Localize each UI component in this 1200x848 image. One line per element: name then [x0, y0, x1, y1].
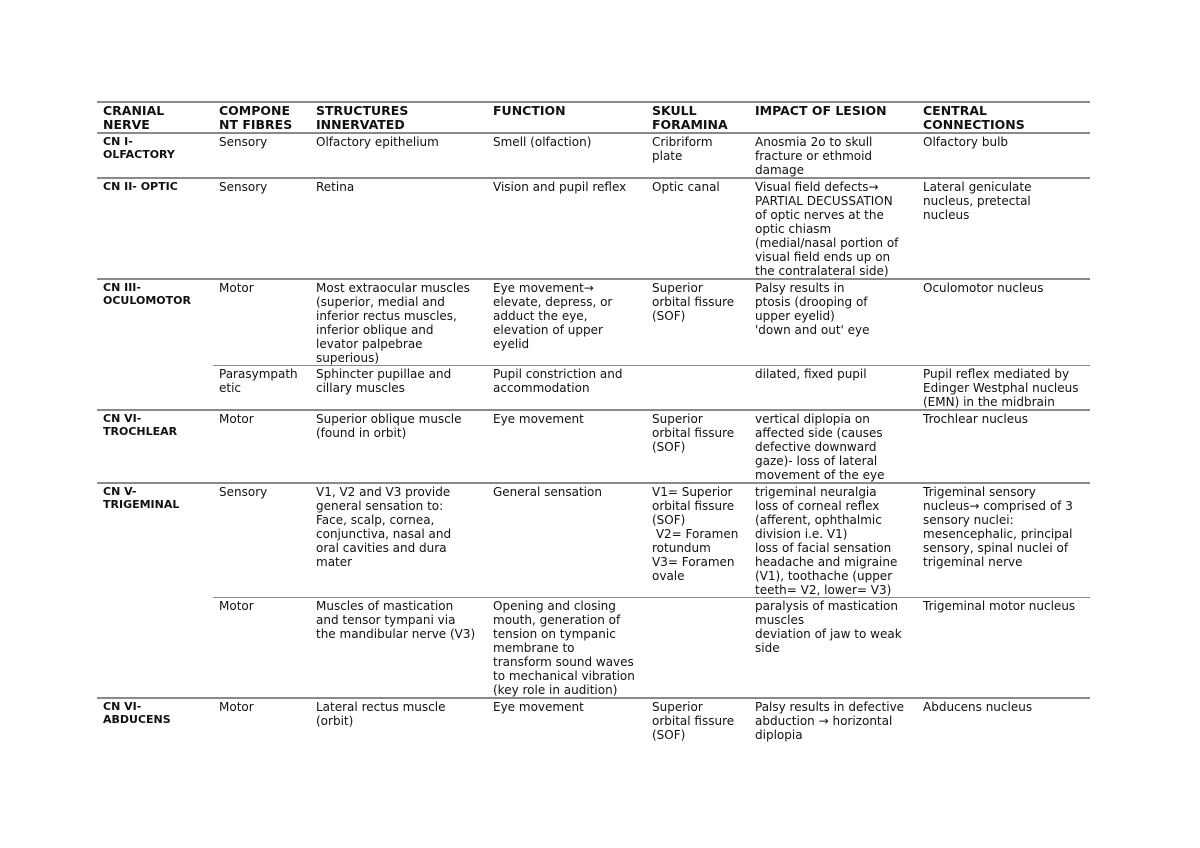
header-function: FUNCTION: [487, 102, 646, 133]
component-cell: Motor: [213, 279, 310, 366]
nerve-name-cell: CN III- OCULOMOTOR: [97, 279, 213, 410]
component-cell: Parasympath etic: [213, 366, 310, 411]
foramina-cell: V1= Superior orbital fissure (SOF) V2= Foramen rotundum V3= Foramen ovale: [646, 483, 749, 598]
table-row: [97, 410, 1090, 483]
central-cell: Olfactory bulb: [923, 135, 1009, 149]
central-cell: Lateral geniculate nucleus, pretectal nucleus: [917, 178, 1090, 279]
table-row: [97, 483, 1090, 598]
component-cell: Sensory: [213, 483, 310, 598]
component-cell: Sensory: [219, 135, 268, 149]
foramina-cell: [646, 366, 749, 411]
lesion-cell: vertical diplopia on affected side (causes defective downward gaze)- loss of lateral movement of the eye: [749, 410, 917, 483]
foramina-cell: Superior orbital fissure (SOF): [646, 279, 749, 366]
foramina-cell: Superior orbital fissure (SOF): [646, 410, 749, 483]
table-header-row: [97, 102, 1090, 133]
header-central-connections: CENTRAL CONNECTIONS: [917, 102, 1090, 133]
header-skull-foramina: SKULL FORAMINA: [646, 102, 749, 133]
header-component-fibres: COMPONE NT FIBRES: [213, 102, 310, 133]
lesion-cell: paralysis of mastication muscles deviation of jaw to weak side: [749, 598, 917, 699]
structures-cell: Most extraocular muscles (superior, medial and inferior rectus muscles, inferior oblique and levator palpebrae superious): [310, 279, 487, 366]
header-impact-of-lesion: IMPACT OF LESION: [749, 102, 917, 133]
central-cell: Oculomotor nucleus: [917, 279, 1090, 366]
nerve-name-cell: CN I- OLFACTORY: [103, 135, 175, 161]
foramina-cell: Cribriform plate: [652, 135, 713, 163]
lesion-cell: Palsy results in ptosis (drooping of upper eyelid) 'down and out' eye: [749, 279, 917, 366]
lesion-cell: Anosmia 2o to skull fracture or ethmoid damage: [755, 135, 873, 177]
foramina-cell: Optic canal: [646, 178, 749, 279]
table-row: [97, 366, 1090, 411]
lesion-cell: dilated, fixed pupil: [749, 366, 917, 411]
component-cell: Motor: [213, 410, 310, 483]
structures-cell: V1, V2 and V3 provide general sensation to: Face, scalp, cornea, conjunctiva, nasal and oral cavities and dura mater: [310, 483, 487, 598]
structures-cell: Superior oblique muscle (found in orbit): [310, 410, 487, 483]
lesion-cell: Visual field defects→ PARTIAL DECUSSATION of optic nerves at the optic chiasm (medial/nasal portion of visual field ends up on the contralateral side): [749, 178, 917, 279]
component-cell: Motor: [213, 598, 310, 699]
nerve-name-cell: CN V- TRIGEMINAL: [97, 483, 213, 698]
nerve-name-cell: CN VI- TROCHLEAR: [97, 410, 213, 483]
lesion-cell: Palsy results in defective abduction → horizontal diplopia: [749, 698, 917, 744]
structures-cell: Retina: [310, 178, 487, 279]
cranial-nerves-table: [97, 101, 1090, 744]
central-cell: Trochlear nucleus: [917, 410, 1090, 483]
central-cell: Trigeminal sensory nucleus→ comprised of 3 sensory nuclei: mesencephalic, principal sensory, spinal nuclei of trigeminal nerve: [917, 483, 1090, 598]
table-row: [97, 698, 1090, 744]
foramina-cell: Superior orbital fissure (SOF): [646, 698, 749, 744]
foramina-cell: [646, 598, 749, 699]
function-cell: Vision and pupil reflex: [487, 178, 646, 279]
function-cell: Eye movement: [487, 410, 646, 483]
structures-cell: Muscles of mastication and tensor tympani via the mandibular nerve (V3): [310, 598, 487, 699]
table-row: [97, 133, 1090, 178]
component-cell: Sensory: [213, 178, 310, 279]
header-structures-innervated: STRUCTURES INNERVATED: [310, 102, 487, 133]
lesion-cell: trigeminal neuralgia loss of corneal reflex (afferent, ophthalmic division i.e. V1) loss of facial sensation headache and migraine (V1), toothache (upper teeth= V2, lower= V3): [749, 483, 917, 598]
function-cell: Opening and closing mouth, generation of tension on tympanic membrane to transform sound waves to mechanical vibration (key role in audition): [487, 598, 646, 699]
table-row: [97, 279, 1090, 366]
function-cell: Eye movement: [487, 698, 646, 744]
table-row: [97, 598, 1090, 699]
function-cell: Eye movement→ elevate, depress, or adduct the eye, elevation of upper eyelid: [487, 279, 646, 366]
structures-cell: Olfactory epithelium: [316, 135, 439, 149]
nerve-name-cell: CN VI- ABDUCENS: [97, 698, 213, 744]
structures-cell: Lateral rectus muscle (orbit): [310, 698, 487, 744]
function-cell: Pupil constriction and accommodation: [487, 366, 646, 411]
table-row: [97, 178, 1090, 279]
header-cranial-nerve: CRANIAL NERVE: [97, 102, 213, 133]
central-cell: Pupil reflex mediated by Edinger Westphal nucleus (EMN) in the midbrain: [917, 366, 1090, 411]
structures-cell: Sphincter pupillae and cillary muscles: [310, 366, 487, 411]
function-cell: General sensation: [487, 483, 646, 598]
nerve-name-cell: CN II- OPTIC: [97, 178, 213, 279]
component-cell: Motor: [213, 698, 310, 744]
function-cell: Smell (olfaction): [493, 135, 592, 149]
central-cell: Abducens nucleus: [917, 698, 1090, 744]
central-cell: Trigeminal motor nucleus: [917, 598, 1090, 699]
